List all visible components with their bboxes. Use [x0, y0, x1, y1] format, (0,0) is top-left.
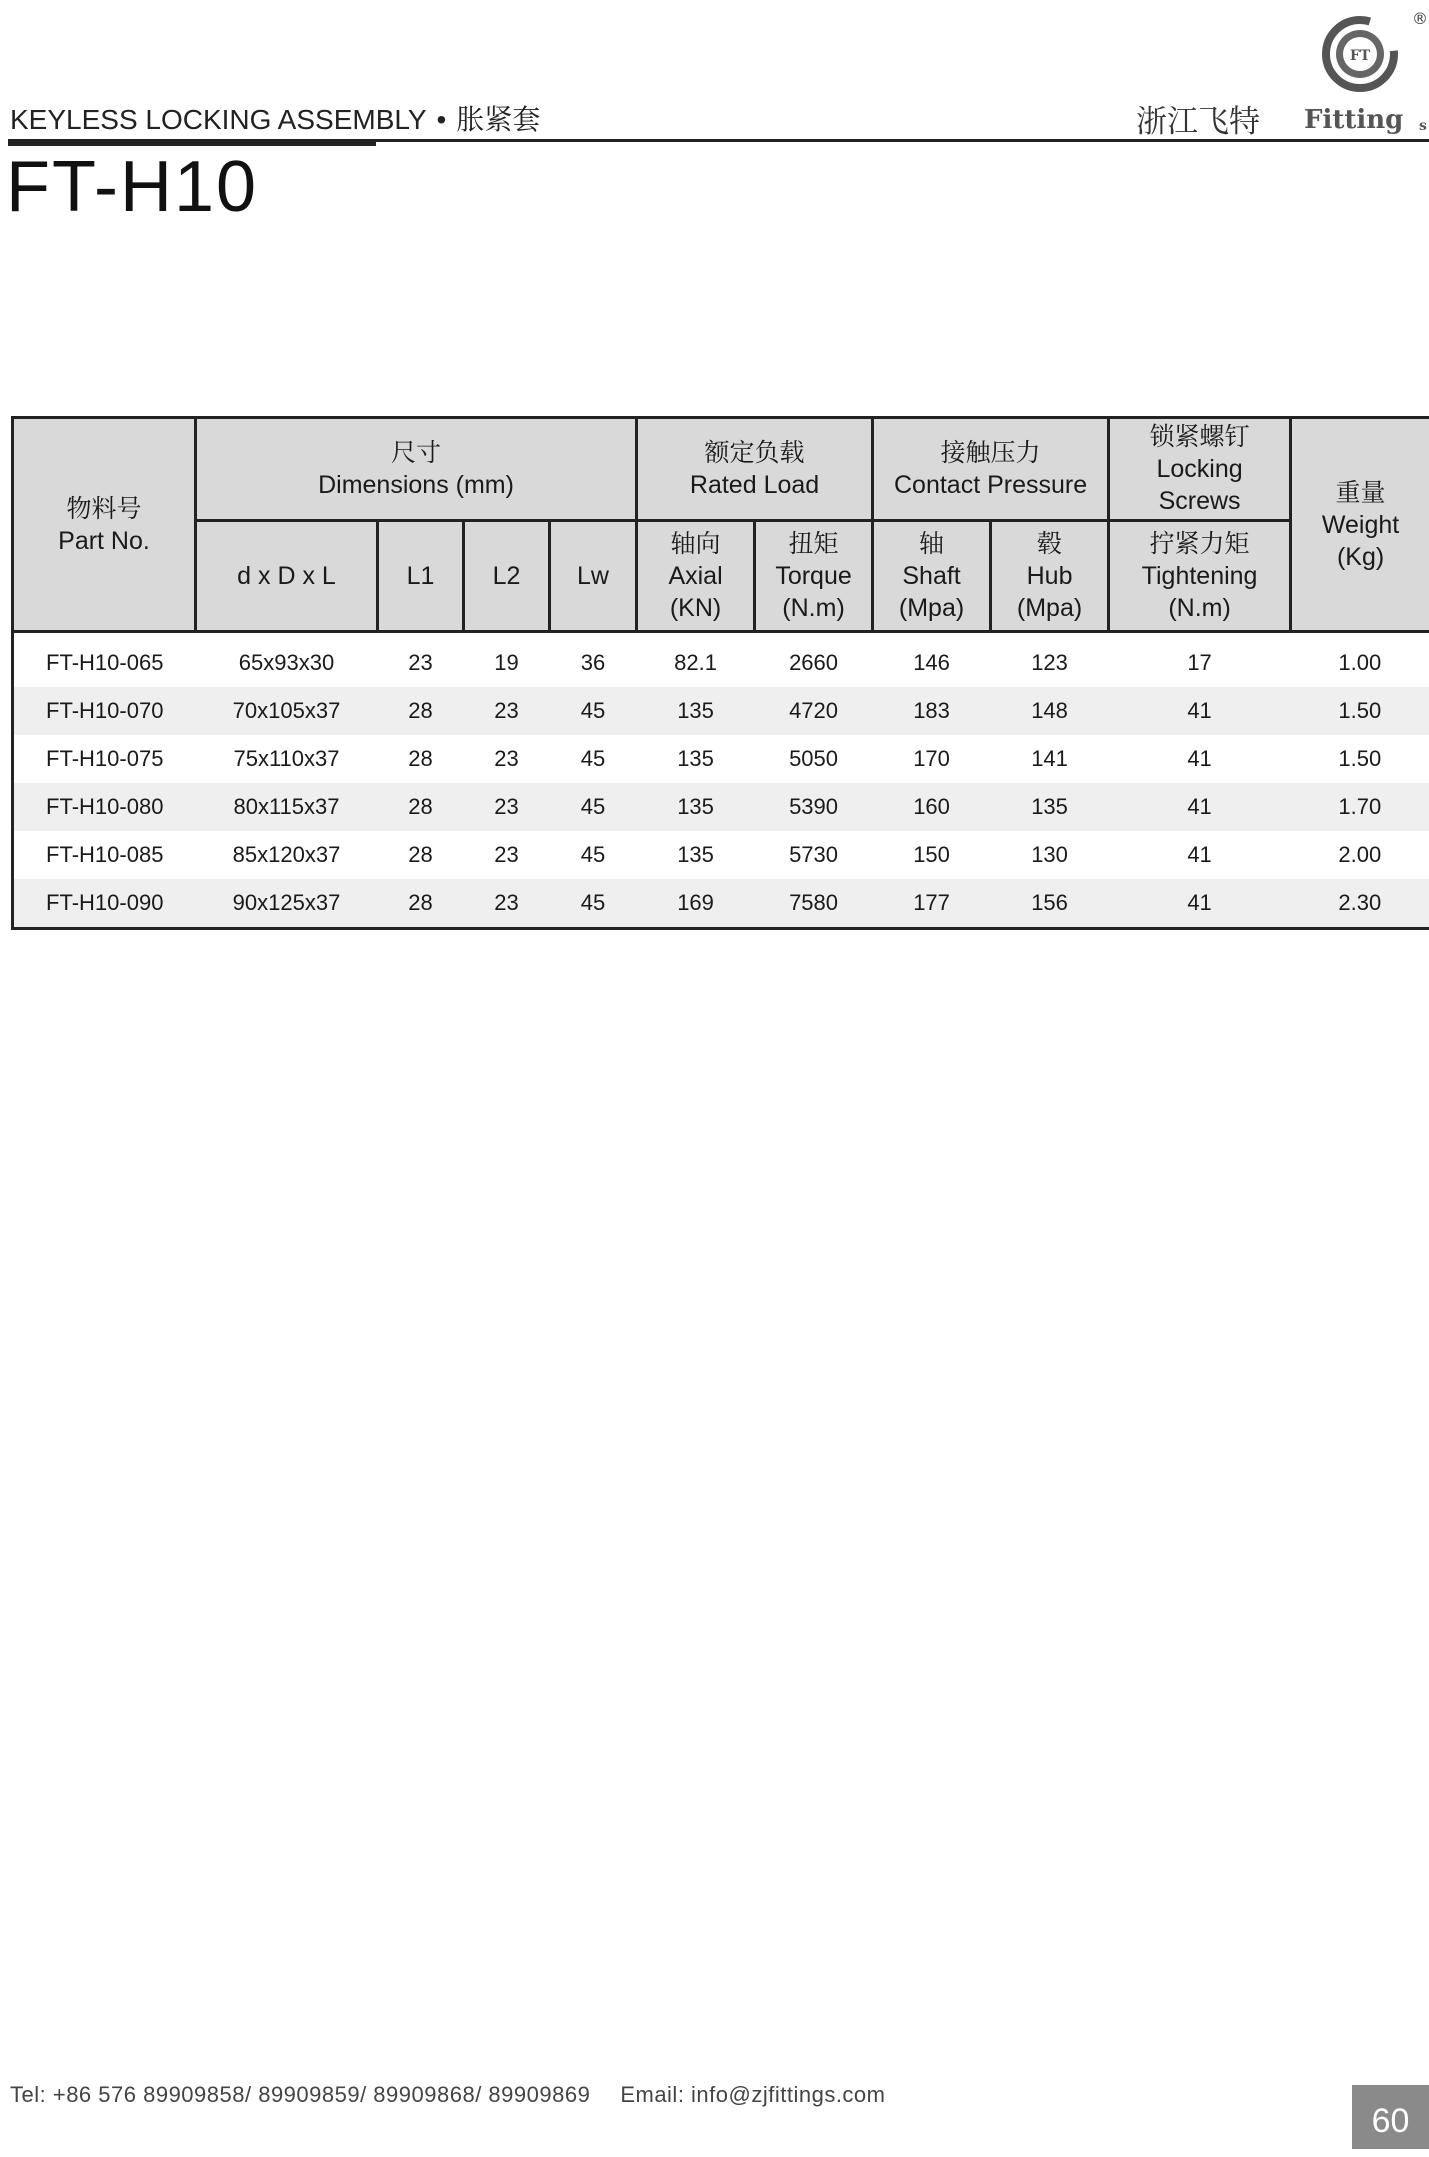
cell-tightening: 17: [1109, 632, 1291, 688]
cell-axial: 135: [637, 687, 755, 735]
cell-shaft: 170: [873, 735, 991, 783]
footer-tel: Tel: +86 576 89909858/ 89909859/ 89909868/ 89909869: [10, 2082, 590, 2107]
product-type-cn: 胀紧套: [456, 104, 540, 135]
cell-hub: 148: [991, 687, 1109, 735]
company-name-cn: 浙江飞特: [1136, 96, 1260, 141]
cell-torque: 5050: [755, 735, 873, 783]
cell-lw: 45: [550, 735, 637, 783]
footer-email: Email: info@zjfittings.com: [620, 2082, 885, 2107]
header-locking-screws: 锁紧螺钉 Locking Screws: [1109, 418, 1291, 521]
cell-weight: 1.50: [1291, 687, 1429, 735]
cell-hub: 156: [991, 879, 1109, 929]
logo-badge: FT: [1350, 48, 1371, 64]
cell-lw: 45: [550, 687, 637, 735]
header-contact-pressure: 接触压力 Contact Pressure: [873, 418, 1109, 521]
cell-tightening: 41: [1109, 687, 1291, 735]
header-rated-load: 额定负载 Rated Load: [637, 418, 873, 521]
table-row: [13, 735, 1429, 783]
cell-dims: 85x120x37: [196, 831, 378, 879]
cell-torque: 7580: [755, 879, 873, 929]
cell-dims: 80x115x37: [196, 783, 378, 831]
header-dxdxl: d x D x L: [196, 521, 378, 632]
cell-lw: 36: [550, 632, 637, 688]
cell-tightening: 41: [1109, 831, 1291, 879]
cell-l1: 28: [378, 735, 464, 783]
cell-shaft: 150: [873, 831, 991, 879]
cell-torque: 5730: [755, 831, 873, 879]
cell-l1: 28: [378, 879, 464, 929]
cell-part-no: FT-H10-090: [13, 879, 196, 929]
cell-l2: 23: [464, 879, 550, 929]
cell-axial: 135: [637, 831, 755, 879]
cell-dims: 90x125x37: [196, 879, 378, 929]
table-row: [13, 687, 1429, 735]
fittings-logo: [1300, 6, 1428, 134]
header-dimensions: 尺寸 Dimensions (mm): [196, 418, 637, 521]
cell-lw: 45: [550, 879, 637, 929]
cell-torque: 4720: [755, 687, 873, 735]
cell-l1: 28: [378, 687, 464, 735]
cell-weight: 1.70: [1291, 783, 1429, 831]
header-lw: Lw: [550, 521, 637, 632]
cell-dims: 65x93x30: [196, 632, 378, 688]
section-header: [10, 98, 540, 138]
cell-l2: 23: [464, 783, 550, 831]
cell-hub: 123: [991, 632, 1109, 688]
cell-l2: 23: [464, 735, 550, 783]
cell-hub: 130: [991, 831, 1109, 879]
cell-part-no: FT-H10-075: [13, 735, 196, 783]
cell-l2: 19: [464, 632, 550, 688]
page-number: 60: [1352, 2085, 1429, 2149]
cell-l1: 28: [378, 783, 464, 831]
page-title: FT-H10: [6, 146, 258, 228]
cell-l1: 23: [378, 632, 464, 688]
table-row: [13, 632, 1429, 688]
cell-tightening: 41: [1109, 783, 1291, 831]
logo-wordmark: Fitting: [1304, 105, 1403, 134]
table-row: [13, 879, 1429, 929]
cell-tightening: 41: [1109, 879, 1291, 929]
cell-dims: 75x110x37: [196, 735, 378, 783]
footer-contact: [10, 2082, 886, 2108]
cell-dims: 70x105x37: [196, 687, 378, 735]
header-part-no: 物料号 Part No.: [13, 418, 196, 632]
header-l1: L1: [378, 521, 464, 632]
product-type-en: KEYLESS LOCKING ASSEMBLY: [10, 104, 427, 135]
cell-l2: 23: [464, 687, 550, 735]
cell-weight: 2.30: [1291, 879, 1429, 929]
header-shaft: 轴 Shaft (Mpa): [873, 521, 991, 632]
cell-shaft: 177: [873, 879, 991, 929]
header-axial: 轴向 Axial (KN): [637, 521, 755, 632]
header-l2: L2: [464, 521, 550, 632]
cell-torque: 2660: [755, 632, 873, 688]
cell-shaft: 146: [873, 632, 991, 688]
cell-axial: 169: [637, 879, 755, 929]
cell-axial: 135: [637, 735, 755, 783]
cell-shaft: 160: [873, 783, 991, 831]
cell-weight: 1.50: [1291, 735, 1429, 783]
cell-tightening: 41: [1109, 735, 1291, 783]
cell-shaft: 183: [873, 687, 991, 735]
logo-registered: ®: [1412, 9, 1428, 28]
header-hub: 毂 Hub (Mpa): [991, 521, 1109, 632]
cell-torque: 5390: [755, 783, 873, 831]
table-row: [13, 783, 1429, 831]
header-separator: •: [437, 104, 447, 135]
logo-wordmark-suffix: s: [1419, 118, 1427, 134]
cell-lw: 45: [550, 783, 637, 831]
cell-part-no: FT-H10-085: [13, 831, 196, 879]
cell-l2: 23: [464, 831, 550, 879]
cell-hub: 141: [991, 735, 1109, 783]
cell-axial: 135: [637, 783, 755, 831]
cell-part-no: FT-H10-070: [13, 687, 196, 735]
spec-table: [11, 416, 1429, 930]
cell-axial: 82.1: [637, 632, 755, 688]
header-rule-accent: [8, 139, 376, 146]
table-row: [13, 831, 1429, 879]
cell-part-no: FT-H10-065: [13, 632, 196, 688]
cell-hub: 135: [991, 783, 1109, 831]
header-tightening: 拧紧力矩 Tightening (N.m): [1109, 521, 1291, 632]
cell-lw: 45: [550, 831, 637, 879]
cell-part-no: FT-H10-080: [13, 783, 196, 831]
header-torque: 扭矩 Torque (N.m): [755, 521, 873, 632]
cell-weight: 1.00: [1291, 632, 1429, 688]
cell-l1: 28: [378, 831, 464, 879]
header-weight: 重量 Weight (Kg): [1291, 418, 1429, 632]
cell-weight: 2.00: [1291, 831, 1429, 879]
